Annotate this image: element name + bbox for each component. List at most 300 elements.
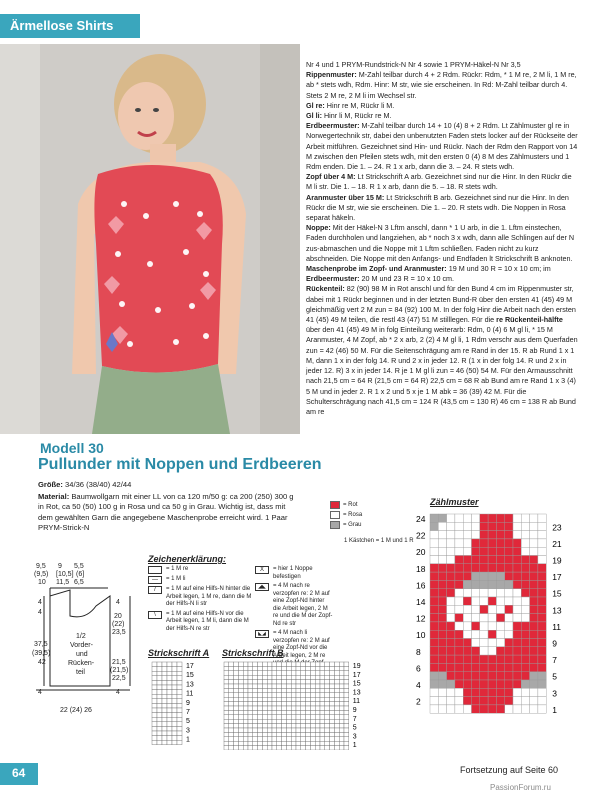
- chart-b-cell: [224, 746, 229, 750]
- chart-b-cell: [262, 728, 267, 732]
- chart-b-cell: [258, 715, 263, 719]
- counting-chart-cell: [488, 663, 496, 671]
- chart-a-cell: [167, 713, 172, 718]
- chart-b-cell: [238, 706, 243, 710]
- chart-b-cell: [267, 741, 272, 745]
- counting-chart-cell: [513, 639, 521, 647]
- chart-b-cell: [325, 702, 330, 706]
- counting-chart-cell: [513, 672, 521, 680]
- counting-chart-cell: [513, 556, 521, 564]
- grey-label: = Grau: [343, 522, 362, 528]
- counting-chart-cell: [521, 672, 529, 680]
- chart-b-cell: [334, 737, 339, 741]
- chart-a-cell: [177, 699, 182, 704]
- chart-b-cell: [296, 737, 301, 741]
- counting-chart-right-label: 15: [552, 588, 562, 599]
- counting-chart-cell: [505, 531, 513, 539]
- chart-b-cell: [258, 732, 263, 736]
- chart-b-cell: [262, 684, 267, 688]
- counting-chart-cell: [496, 647, 504, 655]
- chart-b-cell: [262, 680, 267, 684]
- chart-b-cell: [224, 662, 229, 666]
- chart-b-cell: [234, 724, 239, 728]
- chart-b-cell: [306, 697, 311, 701]
- counting-chart-cell: [472, 688, 480, 696]
- chart-b-row-label: 3: [352, 733, 357, 741]
- chart-b-cell: [320, 693, 325, 697]
- chart-a-cell: [162, 685, 167, 690]
- counting-chart-right-label: 23: [552, 522, 562, 533]
- chart-b-cell: [272, 746, 277, 750]
- chart-b-cell: [315, 680, 320, 684]
- stockinette-heading: Gl re:: [306, 100, 325, 110]
- chart-b-cell: [243, 706, 248, 710]
- chart-b-cell: [286, 688, 291, 692]
- chart-b-cell: [253, 724, 258, 728]
- schem-top-1c: 10: [38, 579, 46, 586]
- counting-chart-cell: [455, 580, 463, 588]
- chart-b-cell: [339, 728, 344, 732]
- chart-b-cell: [306, 737, 311, 741]
- chart-b-cell: [291, 666, 296, 670]
- counting-chart-cell: [530, 547, 538, 555]
- section-header: [0, 14, 140, 38]
- chart-b-cell: [291, 680, 296, 684]
- chart-b-cell: [272, 728, 277, 732]
- counting-chart-cell: [430, 639, 438, 647]
- chart-b-row-label: 9: [352, 707, 357, 714]
- chart-b-cell: [224, 719, 229, 723]
- counting-chart-cell: [438, 605, 446, 613]
- counting-chart-cell: [438, 522, 446, 530]
- aran-heading: Aranmuster über 15 M:: [306, 192, 385, 202]
- counting-chart-cell: [505, 622, 513, 630]
- chart-b-cell: [325, 724, 330, 728]
- counting-chart-cell: [463, 630, 471, 638]
- counting-chart-cell: [513, 522, 521, 530]
- chart-b-cell: [229, 675, 234, 679]
- chart-b-cell: [272, 662, 277, 666]
- chart-b-cell: [296, 710, 301, 714]
- chart-b-cell: [301, 688, 306, 692]
- chart-b-cell: [291, 671, 296, 675]
- cable: [306, 172, 578, 192]
- chart-a-cell: [177, 680, 182, 685]
- chart-b-cell: [234, 680, 239, 684]
- chart-a-cell: [167, 676, 172, 681]
- size-label: Größe:: [38, 480, 63, 489]
- chart-b-cell: [258, 706, 263, 710]
- chart-b-cell: [267, 688, 272, 692]
- chart-b-cell: [315, 732, 320, 736]
- color-key: [330, 500, 362, 530]
- counting-chart-cell: [488, 597, 496, 605]
- counting-chart-cell: [513, 539, 521, 547]
- chart-b-cell: [301, 741, 306, 745]
- chart-a-cell: [162, 694, 167, 699]
- chart-b-cell: [253, 693, 258, 697]
- chart-b-cell: [224, 715, 229, 719]
- counting-chart-cell: [505, 564, 513, 572]
- counting-chart-cell: [488, 531, 496, 539]
- counting-chart-cell: [488, 697, 496, 705]
- chart-b-cell: [243, 715, 248, 719]
- chart-b-cell: [330, 680, 335, 684]
- counting-chart-cell: [430, 688, 438, 696]
- counting-chart-cell: [480, 705, 488, 713]
- schem-top-3: 5,5: [74, 563, 84, 570]
- chart-b-cell: [286, 671, 291, 675]
- counting-chart-cell: [455, 647, 463, 655]
- knit-symbol-icon: [148, 566, 162, 574]
- counting-chart-cell: [513, 605, 521, 613]
- counting-chart-cell: [513, 622, 521, 630]
- gauge: [306, 264, 578, 284]
- chart-a-cell: [177, 713, 182, 718]
- counting-chart-cell: [488, 556, 496, 564]
- chart-b-cell: [344, 715, 349, 719]
- chart-b-cell: [291, 715, 296, 719]
- counting-chart-cell: [496, 639, 504, 647]
- chart-a: [150, 660, 214, 750]
- chart-a-cell: [152, 690, 157, 695]
- counting-chart-cell: [472, 572, 480, 580]
- chart-b-cell: [253, 684, 258, 688]
- chart-a-cell: [152, 694, 157, 699]
- counting-chart-cell: [538, 556, 546, 564]
- chart-b-cell: [334, 693, 339, 697]
- counting-chart-cell: [455, 639, 463, 647]
- chart-b-cell: [258, 710, 263, 714]
- chart-b-cell: [325, 662, 330, 666]
- counting-chart-cell: [438, 589, 446, 597]
- chart-a-cell: [177, 676, 182, 681]
- chart-b-cell: [334, 732, 339, 736]
- chart-b-cell: [238, 746, 243, 750]
- chart-b-cell: [229, 693, 234, 697]
- chart-b-cell: [229, 732, 234, 736]
- counting-chart-cell: [438, 547, 446, 555]
- chart-b-cell: [238, 693, 243, 697]
- chart-b-cell: [282, 737, 287, 741]
- chart-b-cell: [330, 697, 335, 701]
- chart-a-cell: [152, 699, 157, 704]
- chart-a-cell: [157, 690, 162, 695]
- counting-chart-cell: [480, 639, 488, 647]
- counting-chart-left-label: 10: [416, 630, 426, 641]
- schem-right-h-1: 21,5: [112, 659, 126, 666]
- cable-left-symbol-icon: ◣◢: [255, 630, 269, 638]
- chart-b-cell: [286, 728, 291, 732]
- counting-chart-cell: [488, 572, 496, 580]
- chart-b-cell: [296, 715, 301, 719]
- chart-b-cell: [267, 706, 272, 710]
- counting-chart-cell: [438, 614, 446, 622]
- chart-b-cell: [253, 706, 258, 710]
- counting-chart-cell: [455, 672, 463, 680]
- counting-chart-cell: [438, 564, 446, 572]
- chart-b-cell: [339, 715, 344, 719]
- counting-chart-cell: [505, 547, 513, 555]
- counting-chart-cell: [505, 705, 513, 713]
- chart-b-cell: [301, 710, 306, 714]
- chart-b-cell: [272, 693, 277, 697]
- counting-chart-cell: [430, 531, 438, 539]
- chart-b-cell: [282, 724, 287, 728]
- counting-chart-cell: [488, 539, 496, 547]
- chart-a-cell: [152, 680, 157, 685]
- chart-b-cell: [330, 737, 335, 741]
- chart-b-cell: [234, 693, 239, 697]
- chart-a-cell: [157, 736, 162, 741]
- legend-item-cable-right: [255, 583, 333, 628]
- chart-b-cell: [291, 737, 296, 741]
- chart-b-cell: [306, 710, 311, 714]
- counting-chart-cell: [472, 522, 480, 530]
- chart-b-cell: [339, 746, 344, 750]
- counting-chart-cell: [455, 572, 463, 580]
- chart-b-cell: [315, 710, 320, 714]
- chart-a-cell: [162, 713, 167, 718]
- chart-a-cell: [172, 703, 177, 708]
- chart-b-cell: [330, 732, 335, 736]
- counting-chart-cell: [496, 622, 504, 630]
- chart-a-cell: [172, 662, 177, 667]
- counting-chart-cell: [530, 531, 538, 539]
- chart-b-cell: [301, 732, 306, 736]
- chart-b-cell: [310, 693, 315, 697]
- chart-b-cell: [272, 706, 277, 710]
- chart-b-cell: [234, 741, 239, 745]
- counting-chart-cell: [438, 580, 446, 588]
- size-line: [38, 480, 300, 491]
- chart-b-cell: [306, 715, 311, 719]
- chart-b-cell: [253, 741, 258, 745]
- counting-chart-cell: [447, 630, 455, 638]
- chart-b-cell: [267, 710, 272, 714]
- chart-b-cell: [243, 688, 248, 692]
- counting-chart-cell: [438, 556, 446, 564]
- chart-b-cell: [315, 737, 320, 741]
- counting-chart-right-label: 7: [552, 655, 557, 666]
- intro-text: [38, 480, 300, 535]
- chart-b-cell: [344, 666, 349, 670]
- chart-b-cell: [339, 724, 344, 728]
- chart-b-cell: [296, 684, 301, 688]
- bobble-heading: Noppe:: [306, 223, 331, 233]
- counting-chart-right-label: 21: [552, 538, 562, 549]
- chart-b-cell: [301, 728, 306, 732]
- chart-b-cell: [339, 688, 344, 692]
- counting-chart-cell: [513, 547, 521, 555]
- counting-chart-cell: [463, 564, 471, 572]
- chart-b-cell: [325, 719, 330, 723]
- counting-chart-cell: [513, 531, 521, 539]
- chart-a-cell: [167, 680, 172, 685]
- counting-chart-right-label: 19: [552, 555, 562, 566]
- counting-chart-cell: [538, 663, 546, 671]
- schem-right-2: 20: [114, 613, 122, 620]
- chart-a-row-label: 3: [186, 727, 190, 735]
- counting-chart-cell: [472, 556, 480, 564]
- counting-chart-cell: [430, 630, 438, 638]
- chart-b-cell: [330, 688, 335, 692]
- chart-b-cell: [272, 741, 277, 745]
- chart-b-cell: [306, 684, 311, 688]
- legend-text: = 1 M auf eine Hilfs-N hinter die Arbeit legen, 1 M re, dann die M der Hilfs-N li str: [166, 586, 252, 607]
- chart-a-cell: [177, 671, 182, 676]
- reverse-heading: Gl li:: [306, 111, 322, 121]
- chart-b-cell: [224, 706, 229, 710]
- aran: [306, 193, 578, 224]
- counting-chart-cell: [513, 688, 521, 696]
- counting-chart-cell: [480, 597, 488, 605]
- gauge-text: 19 M und 30 R = 10 x 10 cm; im: [446, 264, 551, 274]
- chart-a-cell: [167, 703, 172, 708]
- gauge-heading-2: Erdbeermuster:: [306, 274, 360, 284]
- chart-a-cell: [157, 680, 162, 685]
- chart-b-cell: [224, 671, 229, 675]
- chart-b-cell: [339, 710, 344, 714]
- counting-chart-cell: [530, 622, 538, 630]
- chart-b-cell: [325, 684, 330, 688]
- chart-b-cell: [291, 684, 296, 688]
- chart-b-cell: [258, 684, 263, 688]
- counting-chart-cell: [430, 556, 438, 564]
- chart-b-cell: [306, 706, 311, 710]
- page-number: 64: [0, 763, 38, 785]
- chart-a-cell: [177, 726, 182, 731]
- legend-item-cross-front: [148, 611, 252, 634]
- counting-chart-cell: [530, 630, 538, 638]
- chart-a-cell: [177, 731, 182, 736]
- schem-right-h-2: (21,5): [110, 667, 129, 674]
- counting-chart-cell: [472, 514, 480, 522]
- chart-b-cell: [301, 662, 306, 666]
- counting-chart-cell: [438, 705, 446, 713]
- chart-b-cell: [253, 732, 258, 736]
- chart-b-cell: [320, 746, 325, 750]
- chart-a-cell: [152, 740, 157, 745]
- chart-b-cell: [224, 732, 229, 736]
- schem-top-2b: [10,5]: [56, 571, 74, 578]
- chart-b-cell: [286, 732, 291, 736]
- chart-b-cell: [310, 715, 315, 719]
- schem-bottom-left: 4: [38, 689, 42, 696]
- chart-a-cell: [172, 736, 177, 741]
- chart-b-cell: [258, 746, 263, 750]
- counting-chart-cell: [438, 655, 446, 663]
- chart-b-cell: [224, 693, 229, 697]
- counting-chart-cell: [463, 605, 471, 613]
- chart-a-cell: [167, 726, 172, 731]
- chart-b-cell: [339, 693, 344, 697]
- chart-b-cell: [296, 675, 301, 679]
- chart-b-cell: [320, 662, 325, 666]
- counting-chart-cell: [496, 672, 504, 680]
- counting-chart-cell: [447, 680, 455, 688]
- gauge-heading: Maschenprobe im Zopf- und Aranmuster:: [306, 264, 447, 274]
- counting-chart-cell: [463, 663, 471, 671]
- chart-b-cell: [334, 680, 339, 684]
- counting-chart-cell: [488, 639, 496, 647]
- chart-a-row-label: 1: [186, 736, 190, 744]
- schem-width: 22 (24) 26: [60, 707, 92, 714]
- chart-b-cell: [253, 728, 258, 732]
- chart-b-cell: [296, 697, 301, 701]
- chart-b-cell: [229, 702, 234, 706]
- chart-a-cell: [157, 667, 162, 672]
- chart-b-cell: [224, 688, 229, 692]
- material-line: [38, 492, 300, 534]
- counting-chart-cell: [505, 672, 513, 680]
- chart-b-cell: [262, 671, 267, 675]
- chart-b-cell: [301, 702, 306, 706]
- chart-b-cell: [224, 675, 229, 679]
- counting-chart-cell: [538, 639, 546, 647]
- legend-item-cross-back: [148, 586, 252, 609]
- counting-chart-cell: [480, 580, 488, 588]
- counting-chart-cell: [488, 547, 496, 555]
- counting-chart-left-label: 4: [416, 680, 421, 690]
- chart-b-cell: [262, 706, 267, 710]
- red-label: = Rot: [343, 502, 358, 508]
- chart-b-cell: [330, 719, 335, 723]
- chart-b-cell: [310, 746, 315, 750]
- chart-b-cell: [258, 662, 263, 666]
- counting-chart-cell: [496, 688, 504, 696]
- chart-a-cell: [162, 722, 167, 727]
- chart-b-cell: [224, 710, 229, 714]
- chart-a-cell: [157, 708, 162, 713]
- chart-b-cell: [282, 693, 287, 697]
- legend-text: = 4 M nach re verzopfen re: 2 M auf eine Zopf-Nd hinter die Arbeit legen, 2 M re und die M der Zopf-Nd re str: [273, 583, 333, 627]
- chart-b-cell: [234, 688, 239, 692]
- chart-a-cell: [177, 703, 182, 708]
- counting-chart-cell: [472, 672, 480, 680]
- counting-chart-cell: [447, 580, 455, 588]
- chart-b-cell: [272, 666, 277, 670]
- chart-b-cell: [339, 662, 344, 666]
- chart-b-cell: [248, 719, 253, 723]
- chart-b-cell: [282, 671, 287, 675]
- chart-b-cell: [310, 688, 315, 692]
- chart-b-cell: [277, 662, 282, 666]
- chart-b-cell: [234, 697, 239, 701]
- chart-b-cell: [253, 662, 258, 666]
- counting-chart-cell: [488, 605, 496, 613]
- counting-chart-left-label: 6: [416, 663, 421, 674]
- counting-chart-cell: [538, 655, 546, 663]
- model-label: Modell 30: [40, 440, 104, 456]
- counting-chart-cell: [505, 580, 513, 588]
- counting-chart-cell: [488, 564, 496, 572]
- counting-chart-cell: [521, 514, 529, 522]
- chart-b-cell: [296, 662, 301, 666]
- chart-b-cell: [310, 706, 315, 710]
- chart-b-cell: [334, 671, 339, 675]
- chart-b-cell: [310, 710, 315, 714]
- counting-chart-cell: [438, 647, 446, 655]
- counting-chart-cell: [488, 522, 496, 530]
- counting-chart-cell: [455, 597, 463, 605]
- chart-b-cell: [291, 732, 296, 736]
- counting-chart-cell: [505, 655, 513, 663]
- chart-b-cell: [267, 675, 272, 679]
- chart-b-cell: [310, 684, 315, 688]
- counting-chart-cell: [505, 514, 513, 522]
- counting-chart-cell: [472, 622, 480, 630]
